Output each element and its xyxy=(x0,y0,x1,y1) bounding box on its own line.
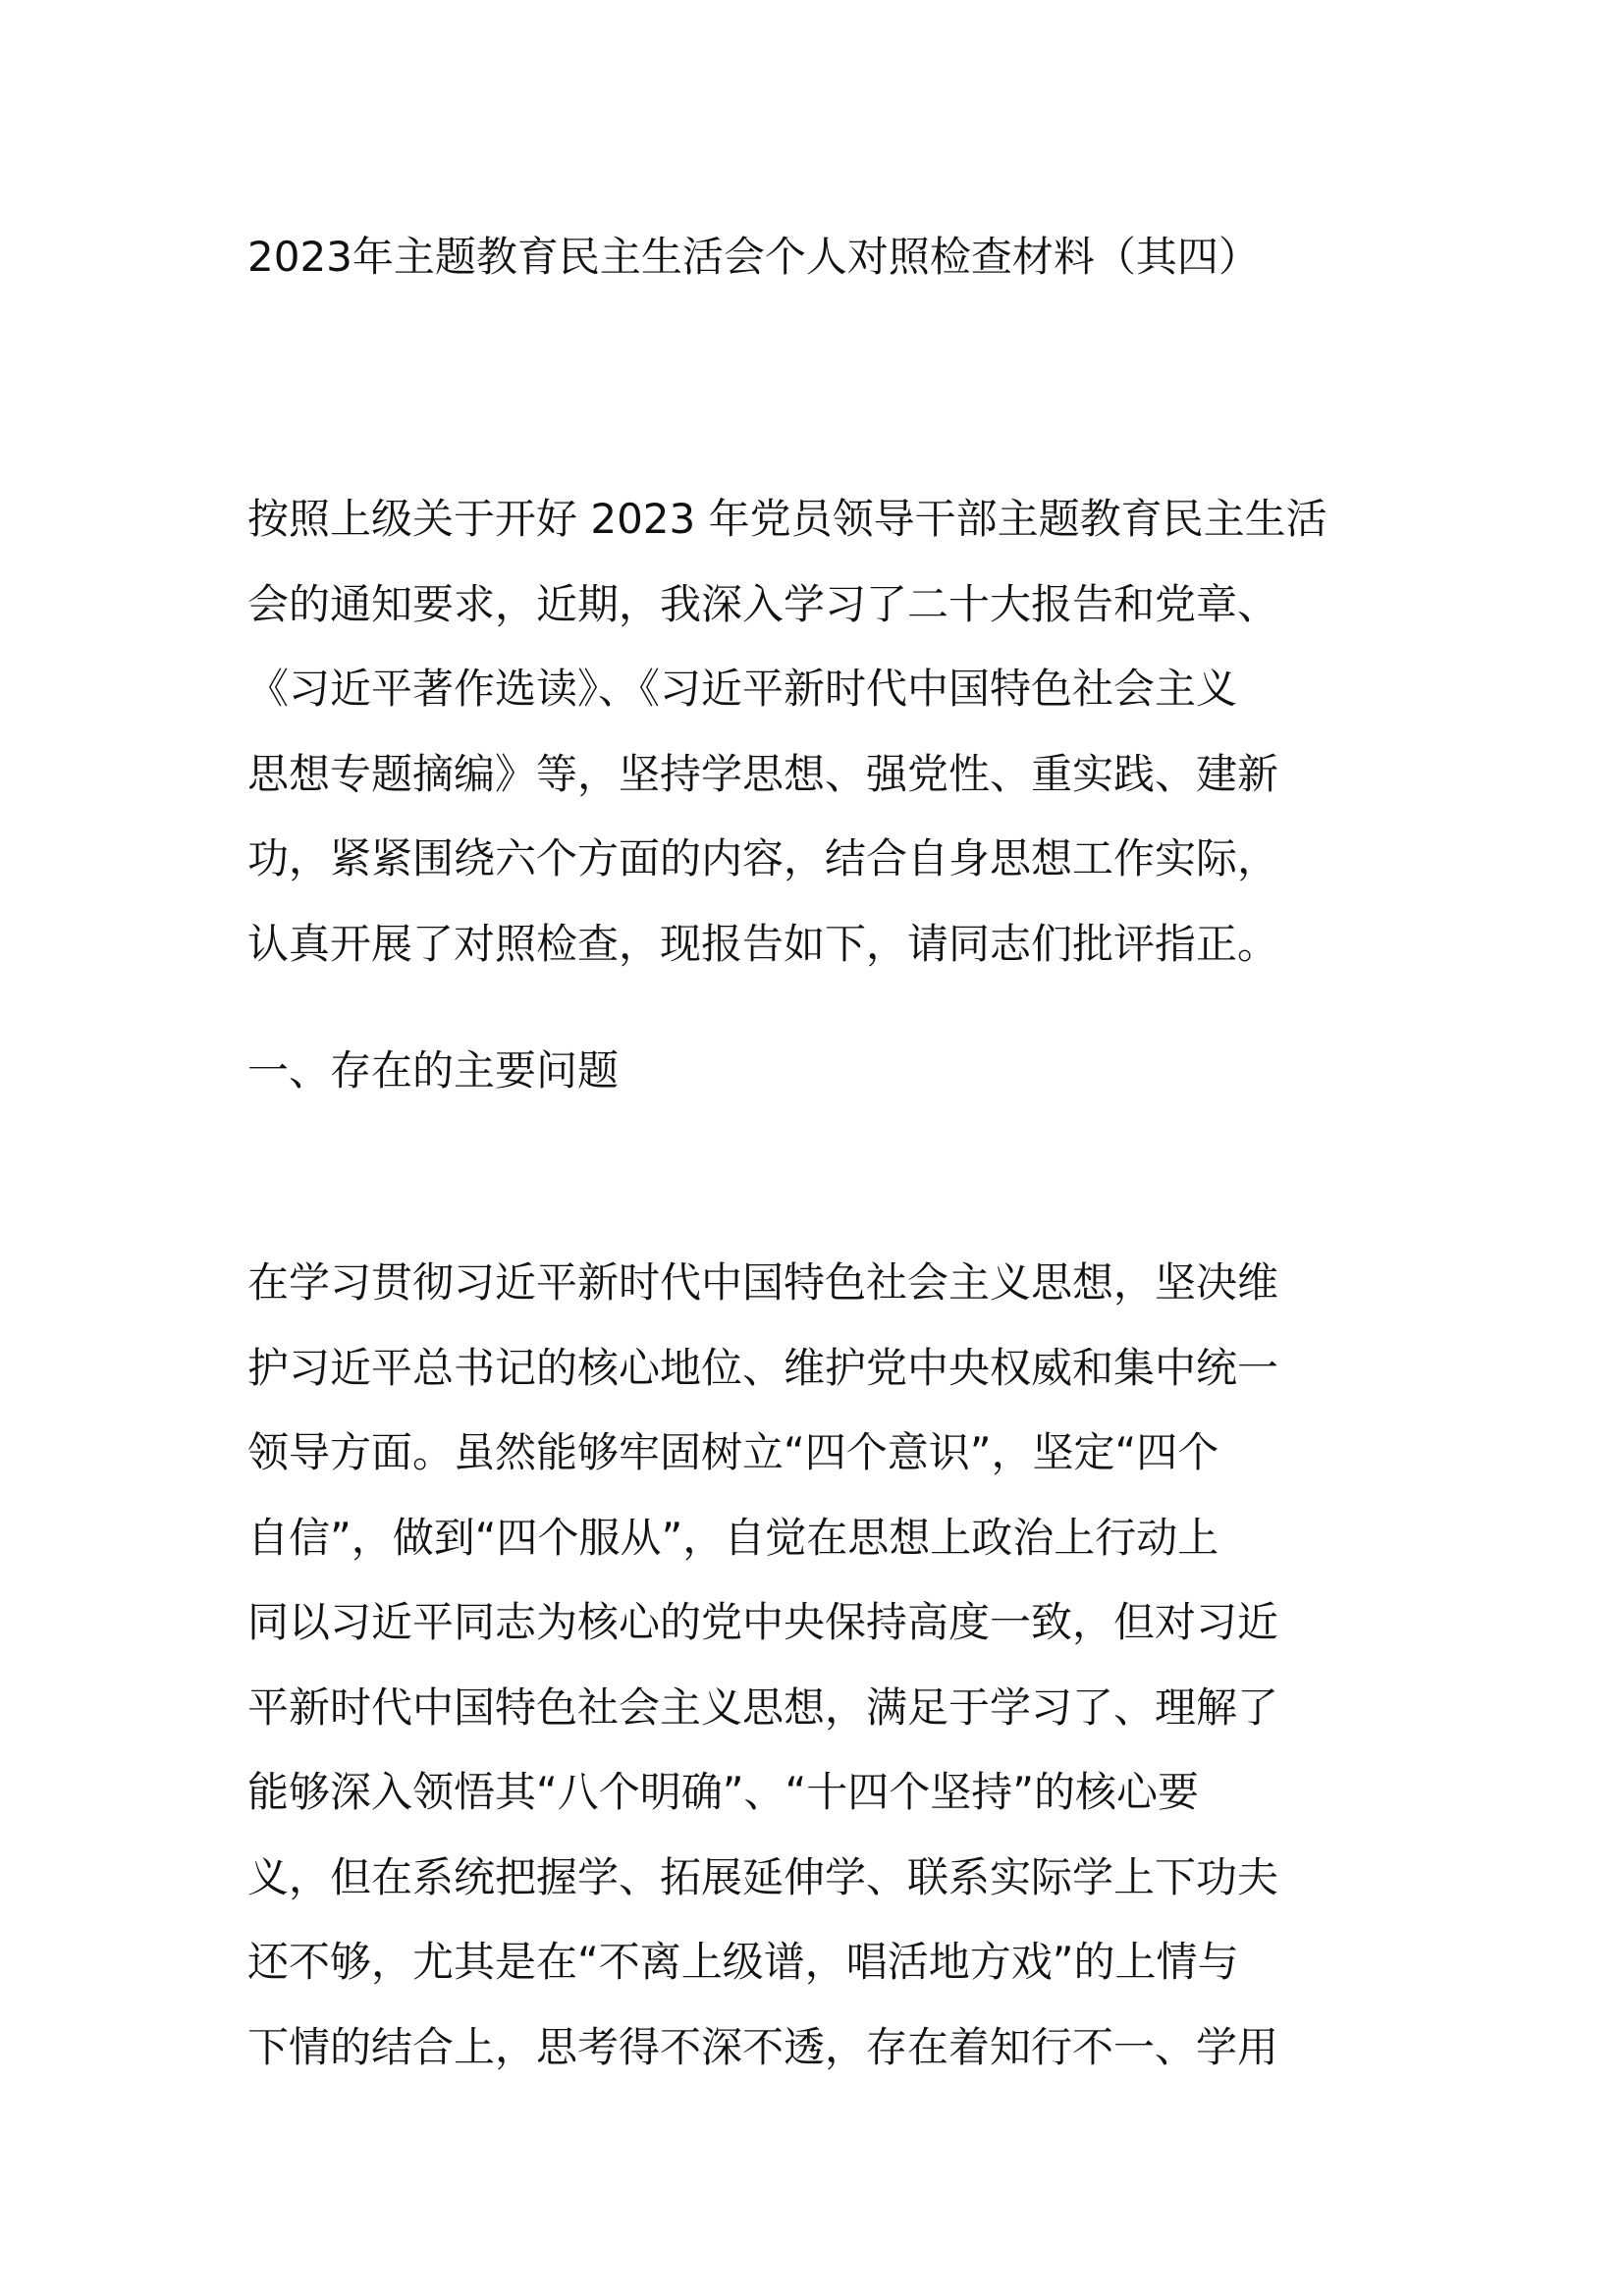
paragraph-line: 能够深入领悟其“八个明确”、“十四个坚持”的核心要 xyxy=(247,1768,1200,1816)
paragraph-line: 《习近平著作选读》、《习近平新时代中国特色社会主义 xyxy=(247,665,1238,713)
paragraph-line: 护习近平总书记的核心地位、维护党中央权威和集中统一 xyxy=(247,1343,1279,1392)
paragraph-line: 按照上级关于开好 2023 年党员领导干部主题教育民主生活 xyxy=(247,495,1327,543)
paragraph-line: 下情的结合上，思考得不深不透，存在着知行不一、学用 xyxy=(247,2022,1279,2071)
paragraph-line: 在学习贯彻习近平新时代中国特色社会主义思想，坚决维 xyxy=(247,1258,1279,1307)
paragraph-line: 还不够，尤其是在“不离上级谱，唱活地方戏”的上情与 xyxy=(247,1938,1239,1986)
paragraph-line: 同以习近平同志为核心的党中央保持高度一致，但对习近 xyxy=(247,1598,1279,1646)
paragraph-line: 平新时代中国特色社会主义思想，满足于学习了、理解了 xyxy=(247,1682,1279,1732)
section-heading: 一、存在的主要问题 xyxy=(247,1046,620,1095)
paragraph-line: 功，紧紧围绕六个方面的内容，结合自身思想工作实际， xyxy=(247,834,1279,882)
paragraph-line: 会的通知要求，近期，我深入学习了二十大报告和党章、 xyxy=(247,579,1279,628)
paragraph-line: 认真开展了对照检查，现报告如下，请同志们批评指正。 xyxy=(247,919,1279,968)
paragraph-line: 义，但在系统把握学、拓展延伸学、联系实际学上下功夫 xyxy=(247,1852,1279,1901)
section-paragraph xyxy=(247,1241,1278,2090)
intro-paragraph xyxy=(247,477,1327,987)
paragraph-line: 领导方面。虽然能够牢固树立“四个意识”，坚定“四个 xyxy=(247,1428,1219,1476)
document-title: 2023年主题教育民主生活会个人对照检查材料（其四） xyxy=(247,233,1260,281)
paragraph-line: 思想专题摘编》等，坚持学思想、强党性、重实践、建新 xyxy=(247,749,1279,798)
paragraph-line: 自信”，做到“四个服从”，自觉在思想上政治上行动上 xyxy=(247,1513,1219,1562)
